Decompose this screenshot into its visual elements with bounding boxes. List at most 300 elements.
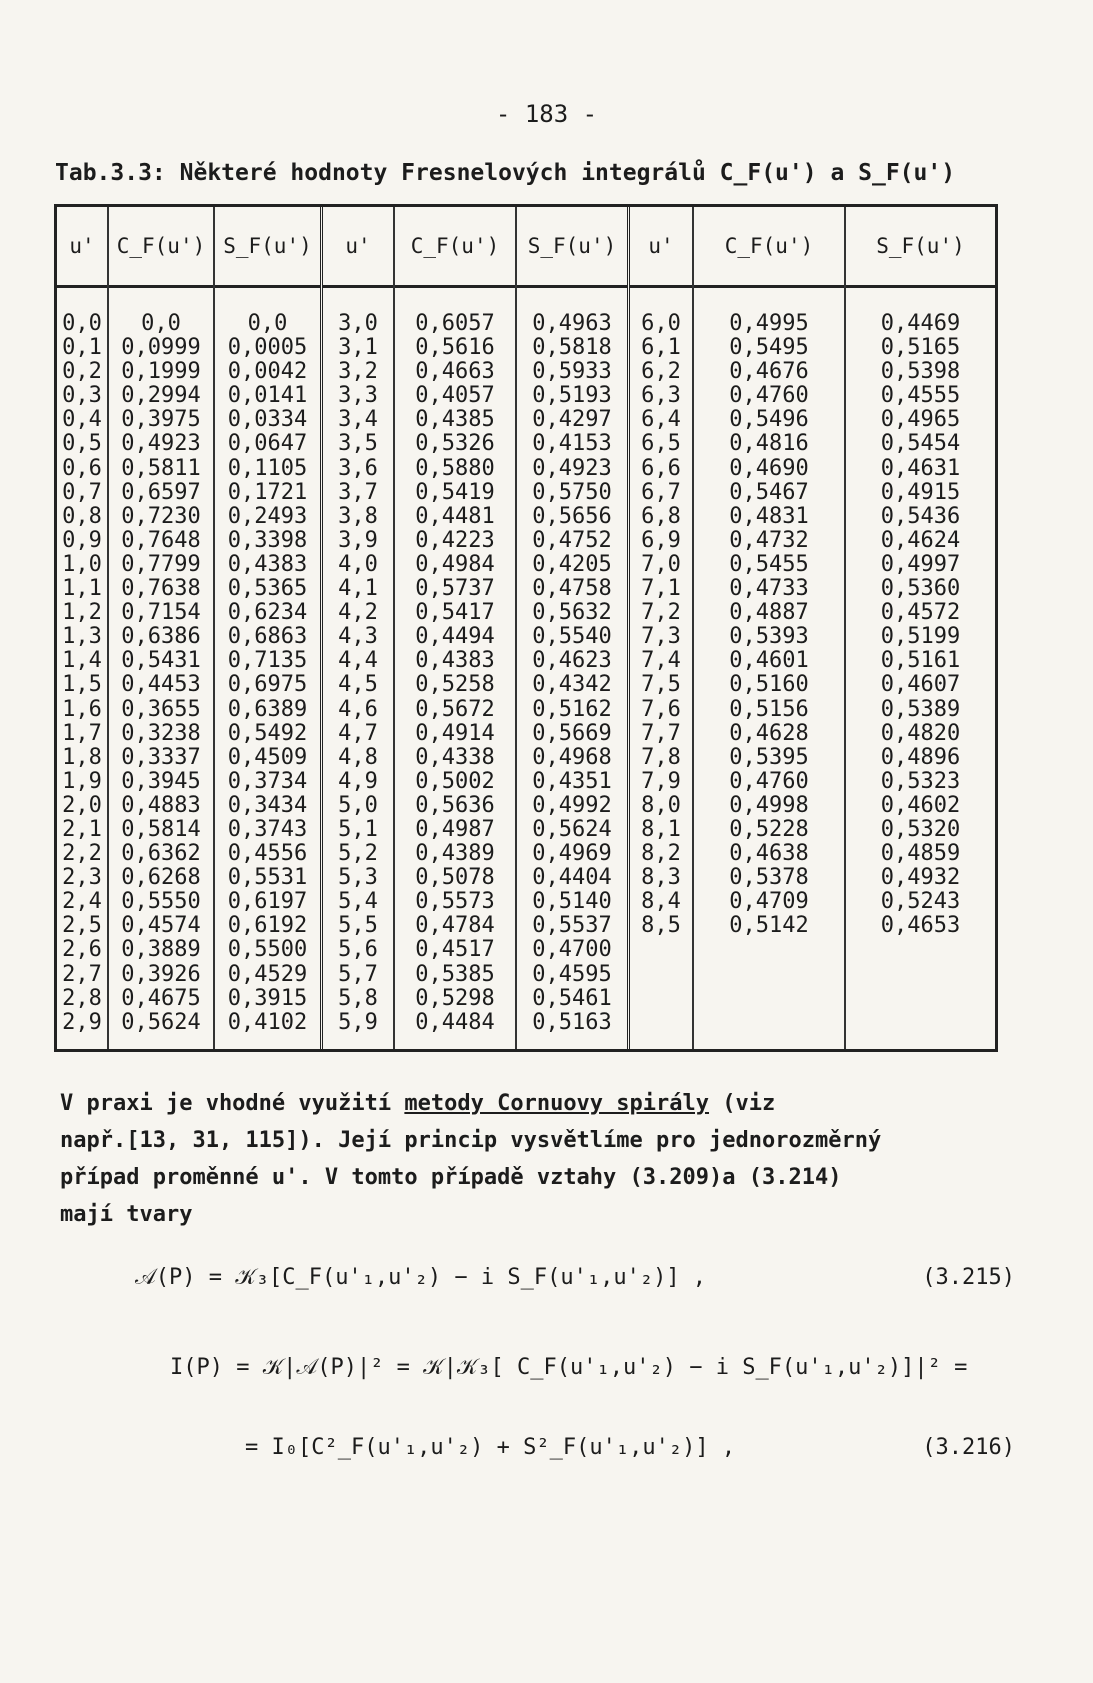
table-cell: 0,6597 [121, 479, 201, 505]
table-cell: 3,7 [338, 479, 378, 505]
table-cell: 2,7 [62, 961, 102, 987]
table-cell: 0,4992 [532, 792, 612, 818]
table-cell: 0,5573 [415, 889, 495, 915]
table-cell: 0,4987 [415, 816, 495, 842]
table-cell: 6,3 [641, 383, 681, 409]
table-cell: 0,6389 [227, 696, 308, 722]
table-cell: 0,5672 [415, 696, 495, 722]
column-header: S_F(u') [215, 207, 320, 288]
table-cell: 7,5 [641, 672, 681, 698]
table-cell: 0,4883 [121, 792, 201, 818]
table-cell: 0,1105 [227, 455, 308, 481]
table-cell: 0,4997 [880, 551, 961, 577]
fresnel-table [54, 204, 998, 1052]
table-cell: 3,9 [338, 527, 378, 553]
table-cell: 0,5467 [729, 479, 809, 505]
table-cell: 6,0 [641, 311, 681, 336]
table-cell: 3,5 [338, 431, 378, 457]
table-cell: 3,1 [338, 335, 378, 361]
table-cell: 0,4517 [415, 937, 495, 963]
table-block-3 [630, 207, 995, 1049]
table-cell: 0,5142 [729, 913, 809, 939]
table-cell: 0,4223 [415, 527, 495, 553]
table-cell: 0,4932 [880, 865, 961, 891]
table-cell: 0,0 [62, 311, 102, 336]
equation-3-215: 𝒜(P) = 𝒦₃[C_F(u'₁,u'₂) − i S_F(u'₁,u'₂)] , [135, 1265, 707, 1290]
page-number: - 183 - [495, 100, 598, 128]
table-cell: 0,6268 [121, 865, 201, 891]
table-cell: 0,5199 [880, 624, 961, 650]
table-cell: 4,9 [338, 768, 378, 794]
table-cell: 0,4887 [729, 600, 809, 626]
cf-column [395, 207, 517, 1049]
table-cell: 0,5419 [415, 479, 495, 505]
column-header: C_F(u') [395, 207, 515, 288]
table-cell: 0,6234 [227, 600, 308, 626]
table-cell: 0,4968 [532, 744, 612, 770]
table-cell: 0,4153 [532, 431, 612, 457]
table-cell: 5,5 [338, 913, 378, 939]
table-cell: 1,3 [62, 624, 102, 650]
table-cell: 7,4 [641, 648, 681, 674]
table-cell: 1,4 [62, 648, 102, 674]
table-cell: 5,7 [338, 961, 378, 987]
table-cell: 0,5531 [227, 865, 308, 891]
table-cell: 0,4998 [729, 792, 809, 818]
table-cell: 0,4057 [415, 383, 495, 409]
table-cell: 0,5880 [415, 455, 495, 481]
table-cell: 0,5163 [532, 1009, 612, 1035]
table-cell: 0,1 [62, 335, 102, 361]
table-cell: 0,5814 [121, 816, 201, 842]
table-cell: 0,3926 [121, 961, 201, 987]
table-cell: 0,3975 [121, 407, 201, 433]
table-cell: 0,5624 [121, 1009, 201, 1035]
table-cell: 0,5258 [415, 672, 495, 698]
table-cell: 0,4831 [729, 503, 809, 529]
table-cell: 0,3889 [121, 937, 201, 963]
table-cell: 8,3 [641, 865, 681, 891]
table-cell: 0,4760 [729, 383, 809, 409]
table-cell: 0,0999 [121, 335, 201, 361]
table-cell: 0,3743 [227, 816, 308, 842]
table-cell: 0,4628 [729, 720, 809, 746]
paragraph-line-2: např.[13, 31, 115]). Její princip vysvětlíme pro jednorozměrný [60, 1128, 882, 1153]
u-column [323, 207, 395, 1049]
table-cell: 1,7 [62, 720, 102, 746]
table-cell: 0,4383 [415, 648, 495, 674]
equation-3-216-line-2: = I₀[C²_F(u'₁,u'₂) + S²_F(u'₁,u'₂)] , [245, 1435, 736, 1460]
table-cell: 0,5616 [415, 335, 495, 361]
table-cell: 0,5165 [880, 335, 961, 361]
table-cell: 0,0647 [227, 431, 308, 457]
table-cell: 3,8 [338, 503, 378, 529]
table-cell: 4,8 [338, 744, 378, 770]
table-cell: 0,6197 [227, 889, 308, 915]
column-header: u' [630, 207, 692, 288]
table-cell: 5,3 [338, 865, 378, 891]
column-header: u' [57, 207, 107, 288]
cells [395, 288, 515, 1035]
table-cell: 0,4484 [415, 1009, 495, 1035]
table-cell: 0,2994 [121, 383, 201, 409]
table-cell: 2,3 [62, 865, 102, 891]
table-cell: 0,4631 [880, 455, 961, 481]
u-column [630, 207, 694, 1049]
table-cell: 0,4453 [121, 672, 201, 698]
table-cell: 0,5193 [532, 383, 612, 409]
table-cell: 0,6057 [415, 311, 495, 336]
table-caption: Tab.3.3: Některé hodnoty Fresnelových integrálů C_F(u') a S_F(u') [55, 160, 956, 186]
column-header: u' [323, 207, 393, 288]
table-cell: 0,4984 [415, 551, 495, 577]
equation-3-216-line-1: I(P) = 𝒦|𝒜(P)|² = 𝒦|𝒦₃[ C_F(u'₁,u'₂) − i S_F(u'₁,u'₂)]|² = [170, 1355, 968, 1380]
table-cell: 0,5378 [729, 865, 809, 891]
table-cell: 2,4 [62, 889, 102, 915]
table-cell: 0,0042 [227, 359, 308, 385]
table-cell: 5,2 [338, 841, 378, 867]
table-cell: 0,3434 [227, 792, 308, 818]
cells [846, 288, 995, 938]
table-cell: 0,5550 [121, 889, 201, 915]
table-cell: 0,4752 [532, 527, 612, 553]
table-cell: 2,5 [62, 913, 102, 939]
table-cell: 0,4205 [532, 551, 612, 577]
table-cell: 0,5385 [415, 961, 495, 987]
table-cell: 0,5431 [121, 648, 201, 674]
table-cell: 0,5078 [415, 865, 495, 891]
table-cell: 4,0 [338, 551, 378, 577]
table-cell: 0,5933 [532, 359, 612, 385]
table-cell: 0,4529 [227, 961, 308, 987]
table-cell: 0,4338 [415, 744, 495, 770]
table-cell: 0,5323 [880, 768, 961, 794]
underlined-term: metody Cornuovy spirály [404, 1091, 710, 1116]
body-paragraph [60, 1085, 1000, 1233]
table-cell: 0,5228 [729, 816, 809, 842]
table-cell: 1,8 [62, 744, 102, 770]
table-cell: 0,4385 [415, 407, 495, 433]
table-cell: 0,5624 [532, 816, 612, 842]
table-cell: 0,4758 [532, 576, 612, 602]
table-block-2 [323, 207, 630, 1049]
table-cell: 0,5389 [880, 696, 961, 722]
table-cell: 0,4820 [880, 720, 961, 746]
table-cell: 0,4675 [121, 985, 201, 1011]
table-cell: 5,9 [338, 1009, 378, 1035]
table-cell: 0,6863 [227, 624, 308, 650]
cells [109, 288, 213, 1035]
table-cell: 0,5156 [729, 696, 809, 722]
table-cell: 0,4923 [121, 431, 201, 457]
table-cell: 1,0 [62, 551, 102, 577]
sf-column [215, 207, 320, 1049]
table-cell: 0,5669 [532, 720, 612, 746]
table-cell: 0,4607 [880, 672, 961, 698]
table-cell: 1,1 [62, 576, 102, 602]
table-cell: 0,4700 [532, 937, 612, 963]
column-header: S_F(u') [846, 207, 995, 288]
equation-number: (3.215) [922, 1265, 1015, 1290]
text: V praxi je vhodné využití [60, 1091, 405, 1116]
paragraph-line-4: mají tvary [60, 1202, 193, 1227]
table-cell: 1,5 [62, 672, 102, 698]
table-cell: 0,4404 [532, 865, 612, 891]
cells [215, 288, 320, 1035]
table-cell: 8,4 [641, 889, 681, 915]
table-cell: 0,4624 [880, 527, 961, 553]
table-cell: 0,7230 [121, 503, 201, 529]
table-cell: 0,5492 [227, 720, 308, 746]
table-cell: 0,4732 [729, 527, 809, 553]
table-cell: 0,4915 [880, 479, 961, 505]
table-cell: 5,6 [338, 937, 378, 963]
table-cell: 7,9 [641, 768, 681, 794]
cells [57, 288, 107, 1035]
table-cell: 0,4555 [880, 383, 961, 409]
table-cell: 0,4469 [880, 311, 961, 336]
table-cell: 0,5360 [880, 576, 961, 602]
table-cell: 8,5 [641, 913, 681, 939]
table-cell: 0,4676 [729, 359, 809, 385]
table-cell: 0,5500 [227, 937, 308, 963]
table-cell: 0,4572 [880, 600, 961, 626]
table-cell: 7,2 [641, 600, 681, 626]
table-cell: 0,4663 [415, 359, 495, 385]
table-cell: 0,4623 [532, 648, 612, 674]
column-header: S_F(u') [517, 207, 627, 288]
table-cell: 0,5540 [532, 624, 612, 650]
table-cell: 2,1 [62, 816, 102, 842]
table-cell: 0,0 [141, 311, 181, 336]
table-cell: 0,6386 [121, 624, 201, 650]
table-cell: 0,5496 [729, 407, 809, 433]
table-cell: 0,4595 [532, 961, 612, 987]
table-cell: 0,5455 [729, 551, 809, 577]
table-cell: 6,1 [641, 335, 681, 361]
table-cell: 0,1999 [121, 359, 201, 385]
table-cell: 0,5393 [729, 624, 809, 650]
table-cell: 4,4 [338, 648, 378, 674]
table-cell: 0,0 [247, 311, 288, 336]
table-cell: 0,5161 [880, 648, 961, 674]
cells [517, 288, 627, 1035]
table-cell: 0,5398 [880, 359, 961, 385]
table-cell: 0,6975 [227, 672, 308, 698]
table-cell: 0,5461 [532, 985, 612, 1011]
table-cell: 8,1 [641, 816, 681, 842]
table-cell: 2,0 [62, 792, 102, 818]
table-cell: 3,4 [338, 407, 378, 433]
column-header: C_F(u') [694, 207, 844, 288]
table-cell: 0,8 [62, 503, 102, 529]
table-cell: 7,6 [641, 696, 681, 722]
table-cell: 0,5140 [532, 889, 612, 915]
table-cell: 0,4494 [415, 624, 495, 650]
table-cell: 0,4896 [880, 744, 961, 770]
table-cell: 0,4342 [532, 672, 612, 698]
cells [694, 288, 844, 938]
paragraph-line-1 [60, 1085, 1000, 1122]
table-cell: 0,4383 [227, 551, 308, 577]
table-cell: 3,0 [338, 311, 378, 336]
table-cell: 0,3238 [121, 720, 201, 746]
cf-column [109, 207, 215, 1049]
table-cell: 0,5417 [415, 600, 495, 626]
table-cell: 7,7 [641, 720, 681, 746]
table-cell: 0,7135 [227, 648, 308, 674]
table-cell: 0,6192 [227, 913, 308, 939]
table-cell: 0,0334 [227, 407, 308, 433]
table-cell: 6,9 [641, 527, 681, 553]
table-cell: 0,5160 [729, 672, 809, 698]
cf-column [694, 207, 846, 1049]
table-cell: 6,5 [641, 431, 681, 457]
table-cell: 0,4297 [532, 407, 612, 433]
table-cell: 6,2 [641, 359, 681, 385]
table-cell: 4,5 [338, 672, 378, 698]
table-cell: 0,5243 [880, 889, 961, 915]
table-cell: 0,4914 [415, 720, 495, 746]
table-cell: 0,3398 [227, 527, 308, 553]
table-cell: 0,4969 [532, 841, 612, 867]
table-cell: 0,3915 [227, 985, 308, 1011]
column-header: C_F(u') [109, 207, 213, 288]
table-cell: 0,4 [62, 407, 102, 433]
table-cell: 0,5436 [880, 503, 961, 529]
table-cell: 5,0 [338, 792, 378, 818]
table-cell: 7,1 [641, 576, 681, 602]
table-cell: 0,4601 [729, 648, 809, 674]
table-cell: 0,5395 [729, 744, 809, 770]
table-cell: 0,0005 [227, 335, 308, 361]
table-cell: 6,6 [641, 455, 681, 481]
table-cell: 1,9 [62, 768, 102, 794]
table-cell: 0,4574 [121, 913, 201, 939]
sf-column [846, 207, 995, 1049]
table-cell: 0,5002 [415, 768, 495, 794]
table-cell: 0,4690 [729, 455, 809, 481]
table-cell: 0,4995 [729, 311, 809, 336]
table-cell: 0,4709 [729, 889, 809, 915]
table-cell: 0,4351 [532, 768, 612, 794]
table-cell: 2,8 [62, 985, 102, 1011]
table-cell: 6,7 [641, 479, 681, 505]
table-block-1 [57, 207, 323, 1049]
table-cell: 7,0 [641, 551, 681, 577]
table-cell: 0,4784 [415, 913, 495, 939]
table-cell: 0,4102 [227, 1009, 308, 1035]
table-cell: 0,2 [62, 359, 102, 385]
table-cell: 3,6 [338, 455, 378, 481]
table-cell: 0,4481 [415, 503, 495, 529]
table-cell: 0,7648 [121, 527, 201, 553]
table-cell: 0,4923 [532, 455, 612, 481]
table-cell: 0,6 [62, 455, 102, 481]
table-cell: 0,7 [62, 479, 102, 505]
table-cell: 0,5 [62, 431, 102, 457]
table-cell: 0,2493 [227, 503, 308, 529]
table-cell: 8,2 [641, 841, 681, 867]
table-cell: 0,7638 [121, 576, 201, 602]
table-cell: 0,4602 [880, 792, 961, 818]
table-cell: 0,5811 [121, 455, 201, 481]
table-cell: 0,5737 [415, 576, 495, 602]
cells [630, 288, 692, 938]
table-cell: 3,3 [338, 383, 378, 409]
table-cell: 0,4859 [880, 841, 961, 867]
table-cell: 0,3734 [227, 768, 308, 794]
table-cell: 0,5298 [415, 985, 495, 1011]
table-cell: 0,5162 [532, 696, 612, 722]
table-cell: 0,1721 [227, 479, 308, 505]
table-cell: 1,6 [62, 696, 102, 722]
table-cell: 0,4963 [532, 311, 612, 336]
text: (viz [709, 1091, 776, 1116]
table-cell: 3,2 [338, 359, 378, 385]
table-cell: 7,8 [641, 744, 681, 770]
table-cell: 0,4638 [729, 841, 809, 867]
table-cell: 0,5632 [532, 600, 612, 626]
cells [323, 288, 393, 1035]
table-cell: 0,9 [62, 527, 102, 553]
equation-number: (3.216) [922, 1435, 1015, 1460]
table-cell: 0,4733 [729, 576, 809, 602]
u-column [57, 207, 109, 1049]
table-cell: 0,3 [62, 383, 102, 409]
table-cell: 0,5495 [729, 335, 809, 361]
table-cell: 0,5365 [227, 576, 308, 602]
paragraph-line-3: případ proměnné u'. V tomto případě vztahy (3.209)a (3.214) [60, 1165, 842, 1190]
table-cell: 8,0 [641, 792, 681, 818]
table-cell: 0,7799 [121, 551, 201, 577]
table-cell: 0,3655 [121, 696, 201, 722]
table-cell: 0,5537 [532, 913, 612, 939]
table-cell: 0,5320 [880, 816, 961, 842]
table-cell: 0,6362 [121, 841, 201, 867]
table-cell: 0,3337 [121, 744, 201, 770]
table-cell: 4,3 [338, 624, 378, 650]
table-cell: 4,1 [338, 576, 378, 602]
table-cell: 0,5326 [415, 431, 495, 457]
table-cell: 0,5750 [532, 479, 612, 505]
table-cell: 0,4509 [227, 744, 308, 770]
table-cell: 0,4816 [729, 431, 809, 457]
table-cell: 4,2 [338, 600, 378, 626]
table-cell: 0,0141 [227, 383, 308, 409]
table-cell: 7,3 [641, 624, 681, 650]
table-cell: 0,5454 [880, 431, 961, 457]
table-cell: 4,6 [338, 696, 378, 722]
table-cell: 2,9 [62, 1009, 102, 1035]
table-cell: 0,4965 [880, 407, 961, 433]
table-cell: 4,7 [338, 720, 378, 746]
table-cell: 5,8 [338, 985, 378, 1011]
table-cell: 5,4 [338, 889, 378, 915]
table-cell: 5,1 [338, 816, 378, 842]
table-cell: 0,4653 [880, 913, 961, 939]
sf-column [517, 207, 627, 1049]
table-cell: 0,3945 [121, 768, 201, 794]
table-cell: 6,4 [641, 407, 681, 433]
table-cell: 1,2 [62, 600, 102, 626]
table-cell: 2,6 [62, 937, 102, 963]
table-cell: 0,5636 [415, 792, 495, 818]
table-cell: 0,4389 [415, 841, 495, 867]
table-cell: 6,8 [641, 503, 681, 529]
table-cell: 0,5656 [532, 503, 612, 529]
table-cell: 0,7154 [121, 600, 201, 626]
